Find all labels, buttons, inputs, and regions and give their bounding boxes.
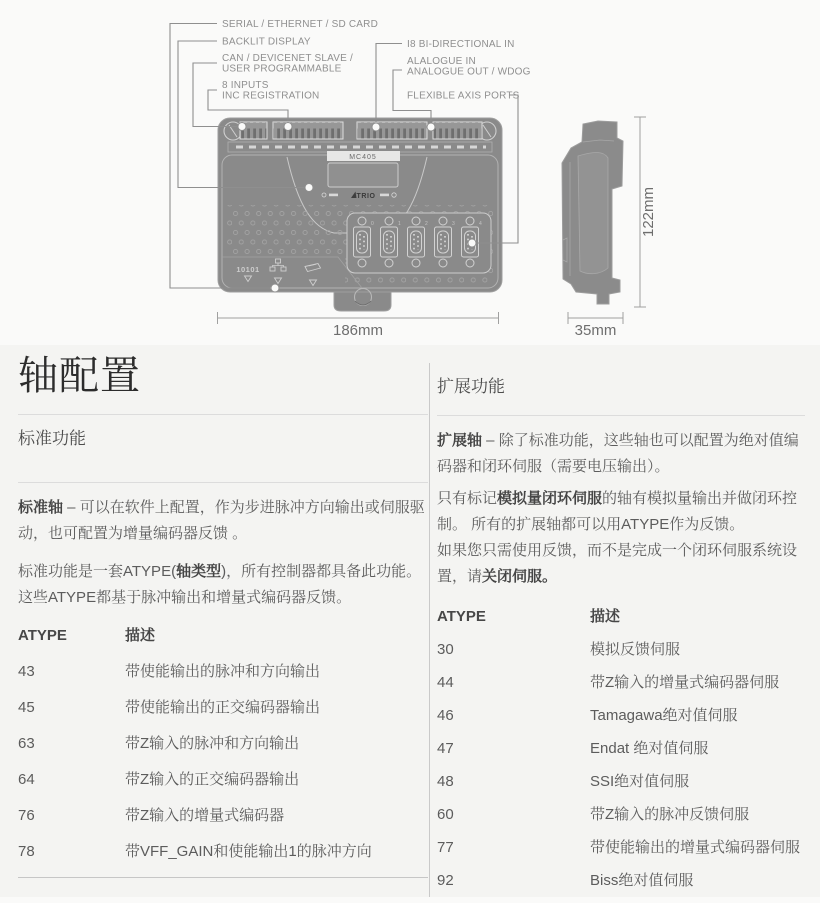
atype-text-pre: 标准功能是一套ATYPE( [18, 563, 177, 580]
atype-value: 43 [18, 663, 35, 680]
atype-value: 44 [437, 674, 454, 691]
device-side-view [562, 121, 623, 304]
atype-value: 45 [18, 699, 35, 716]
feedback-text-pre: 如果您只需使用反馈，而不是完成一个闭环伺服系统设置，请 [437, 542, 798, 585]
analog-servo-paragraph [437, 486, 805, 538]
product-diagram [0, 0, 820, 345]
atype-value: 63 [18, 735, 35, 752]
label-serial: SERIAL / ETHERNET / SD CARD [222, 19, 378, 30]
analog-text-post: 的轴有模拟量输出并做闭环控制。 所有的扩展轴都可以用ATYPE作为反馈。 [437, 490, 798, 533]
table-row [437, 672, 805, 705]
page-title: 轴配置 [18, 354, 141, 398]
analog-closed-loop-term: 模拟量闭环伺服 [497, 490, 603, 507]
dimension-depth: 35mm [574, 322, 617, 339]
table-row [437, 837, 805, 870]
label-inputs-line1: 8 INPUTS [222, 80, 269, 91]
display-screen [328, 163, 398, 187]
atype-description: Endat 绝对值伺服 [590, 740, 709, 757]
standard-atype-table [18, 625, 428, 878]
atype-description: 带Z输入的脉冲反馈伺服 [590, 806, 750, 823]
table-row [437, 771, 805, 804]
dimension-height: 122mm [640, 186, 657, 238]
description-column-header: 描述 [125, 627, 156, 644]
port-number: 4 [479, 221, 482, 227]
model-label: MC405 [349, 154, 377, 161]
serial-marking: 10101 [236, 265, 260, 274]
label-i8: I8 BI-DIRECTIONAL IN [407, 39, 515, 50]
table-row [437, 870, 805, 903]
terminal-blocks [240, 122, 482, 139]
analog-text-pre: 只有标记 [437, 490, 498, 507]
standard-functions-column [18, 351, 428, 878]
axis-configuration-section [0, 345, 820, 897]
atype-description: 带VFF_GAIN和使能输出1的脉冲方向 [125, 843, 372, 860]
table-header-row [437, 606, 805, 639]
atype-value: 92 [437, 872, 454, 889]
table-row [437, 804, 805, 837]
extended-functions-heading: 扩展功能 [437, 377, 505, 396]
atype-description: 带使能输出的增量式编码器伺服 [590, 839, 801, 856]
atype-description: 带Z输入的脉冲和方向输出 [125, 735, 300, 752]
standard-functions-heading: 标准功能 [18, 429, 86, 448]
extended-axis-term: 扩展轴 [437, 432, 483, 449]
label-inputs-line2: INC REGISTRATION [222, 90, 320, 102]
brand-logo: TRIO [356, 193, 376, 200]
extended-axis-paragraph [437, 428, 805, 480]
extended-axis-text: – 除了标准功能，这些轴也可以配置为绝对值编码器和闭环伺服（需要电压输出）。 [437, 432, 799, 475]
horizontal-rule [18, 414, 428, 415]
table-row [18, 769, 428, 805]
atype-text-post: )，所有控制器都具备此功能。这些ATYPE都基于脉冲输出和增量式编码器反馈。 [18, 563, 422, 606]
extended-functions-column [437, 377, 805, 903]
port-number: 3 [452, 221, 455, 227]
label-flexible: FLEXIBLE AXIS PORTS [407, 90, 520, 102]
table-row [18, 661, 428, 697]
standard-axis-term: 标准轴 [18, 499, 64, 516]
extended-atype-table [437, 606, 805, 903]
atype-description: 带Z输入的增量式编码器 [125, 807, 285, 824]
feedback-paragraph [437, 538, 805, 590]
atype-value: 77 [437, 839, 454, 856]
atype-value: 76 [18, 807, 35, 824]
table-header-row [18, 625, 428, 661]
dimension-width: 186mm [332, 322, 384, 339]
atype-description: SSI绝对值伺服 [590, 773, 690, 790]
atype-value: 78 [18, 843, 35, 860]
table-row [18, 733, 428, 769]
table-row [18, 805, 428, 841]
label-analogue-line1: ALALOGUE IN [407, 56, 476, 67]
horizontal-rule [437, 415, 805, 416]
atype-description: 带Z输入的正交编码器输出 [125, 771, 300, 788]
table-row [18, 841, 428, 878]
atype-value: 60 [437, 806, 454, 823]
port-number: 1 [398, 221, 401, 227]
table-row [437, 639, 805, 672]
atype-value: 30 [437, 641, 454, 658]
standard-axis-text: – 可以在软件上配置，作为步进脉冲方向输出或伺服驱动，也可配置为增量编码器反馈 。 [18, 499, 425, 542]
table-row [437, 738, 805, 771]
label-analogue-line2: ANALOGUE OUT / WDOG [407, 66, 531, 78]
standard-atype-paragraph [18, 559, 428, 611]
mounting-clip [334, 289, 391, 312]
atype-description: 带使能输出的脉冲和方向输出 [125, 663, 321, 680]
atype-column-header: ATYPE [437, 608, 486, 625]
atype-description: 模拟反馈伺服 [590, 641, 681, 658]
atype-value: 48 [437, 773, 454, 790]
standard-axis-paragraph [18, 495, 428, 547]
atype-column-header: ATYPE [18, 627, 67, 644]
atype-value: 64 [18, 771, 35, 788]
axis-type-term: 轴类型 [176, 563, 222, 580]
table-row [437, 705, 805, 738]
device-front-view [218, 118, 502, 311]
atype-description: Tamagawa绝对值伺服 [590, 707, 738, 724]
column-divider [429, 363, 430, 897]
port-number: 2 [425, 221, 428, 227]
servo-off-term: 关闭伺服。 [482, 568, 558, 585]
atype-description: 带Z输入的增量式编码器伺服 [590, 674, 780, 691]
table-row [18, 697, 428, 733]
description-column-header: 描述 [590, 608, 621, 625]
atype-description: 带使能输出的正交编码器输出 [125, 699, 321, 716]
label-can-line2: USER PROGRAMMABLE [222, 63, 342, 75]
atype-value: 46 [437, 707, 454, 724]
label-backlit: BACKLIT DISPLAY [222, 36, 311, 48]
horizontal-rule [18, 482, 428, 483]
port-number: 0 [371, 221, 374, 227]
controller-drawing [0, 0, 820, 345]
atype-description: Biss绝对值伺服 [590, 872, 694, 889]
atype-value: 47 [437, 740, 454, 757]
label-can-line1: CAN / DEVICENET SLAVE / [222, 53, 353, 64]
